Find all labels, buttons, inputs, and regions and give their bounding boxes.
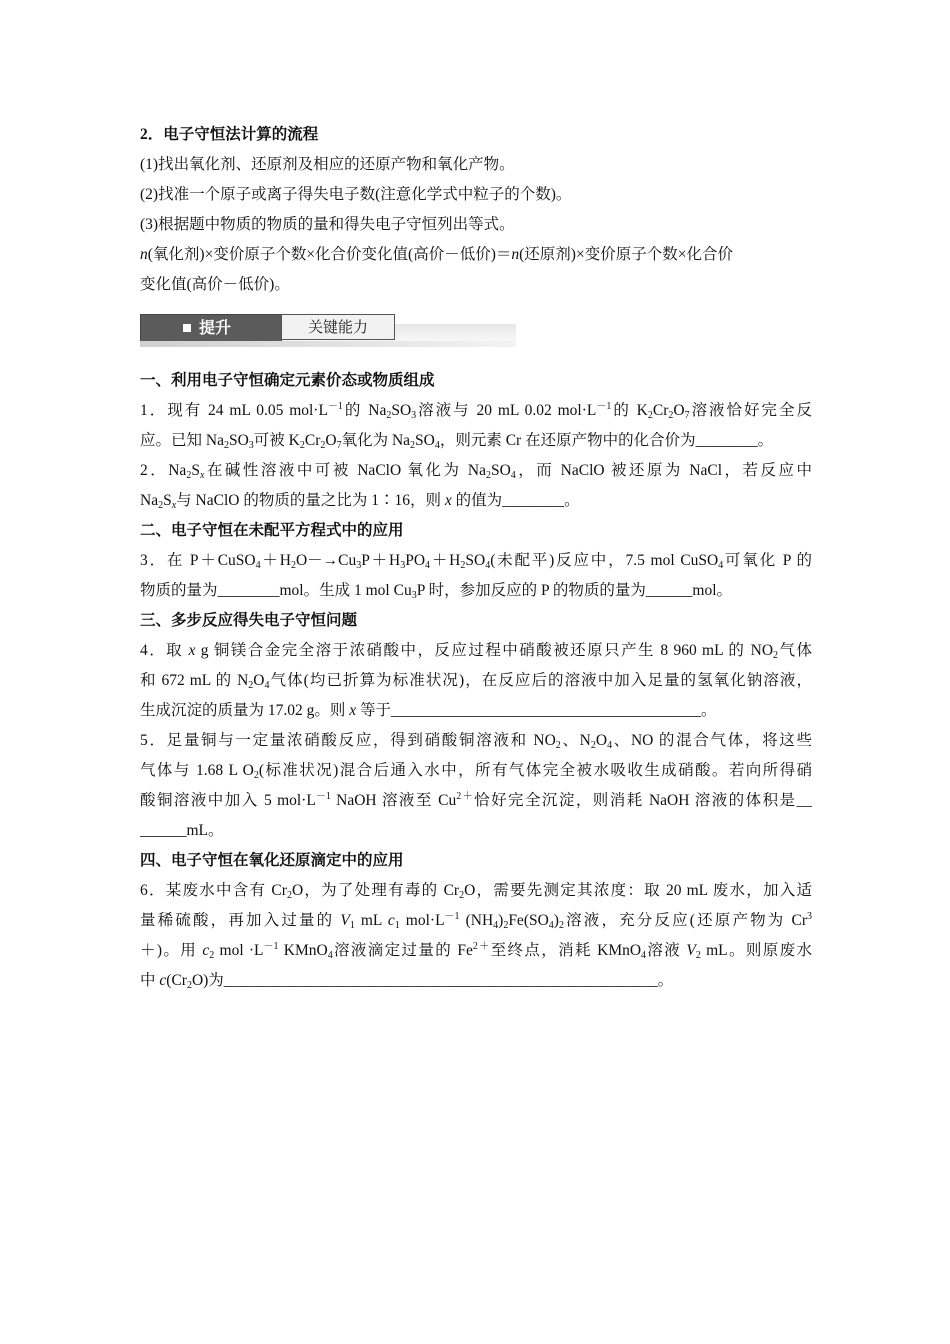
- banner-tab-light: [281, 314, 395, 340]
- question-4-line-1: 4．取 x g 铜镁合金完全溶于浓硝酸中，反应过程中硝酸被还原只产生 8 960 mL 的 $NO_2$气体: [140, 642, 812, 661]
- question-5-line-3: 酸铜溶液中加入 5 $mol\cdot L^{-1}$ NaOH 溶液至 $Cu^{2+}$恰好完全沉淀，则消耗 NaOH 溶液的体积是__: [140, 791, 812, 809]
- question-1-line-2: 应。已知 $Na_2SO_3$可被 $K_2Cr_2O_7$氧化为 $Na_2SO_4$，则元素 Cr 在还原产物中的化合价为________。: [140, 432, 774, 451]
- question-6-line-1: 6．某废水中含有 $Cr_2O$，为了处理有毒的 $Cr_2O$，需要先测定其浓度：取 20 mL 废水，加入适: [140, 882, 812, 901]
- banner-underline: [140, 341, 516, 347]
- section-heading: 2．电子守恒法计算的流程: [140, 126, 319, 143]
- part-heading-3: 三、多步反应得失电子守恒问题: [140, 612, 358, 629]
- banner-title: 提升: [199, 318, 232, 337]
- banner-subtitle: 关键能力: [307, 318, 368, 336]
- formula-line-1: n(氧化剂)×变价原子个数×化合价变化值(高价－低价)＝n(还原剂)×变价原子个数×化合价: [140, 246, 733, 263]
- banner-area: [140, 300, 812, 366]
- part-heading-4: 四、电子守恒在氧化还原滴定中的应用: [140, 852, 404, 869]
- square-bullet-icon: [183, 324, 191, 332]
- formula-line-2: 变化值(高价－低价)。: [140, 276, 290, 293]
- section-banner: [140, 314, 516, 350]
- question-6-line-3: ＋)。用 $c_2$ mol $\cdot L^{-1}$ KMnO$_4$溶液滴定过量的 $Fe^{2+}$至终点，消耗 KMnO$_4$溶液 $V_2$ mL。则原废水: [140, 941, 812, 961]
- part-heading-2: 二、电子守恒在未配平方程式中的应用: [140, 522, 404, 539]
- question-6-line-4: 中 $c(Cr_2O)$为________________________________________________________。: [140, 972, 674, 991]
- question-4-line-3: 生成沉淀的质量为 17.02 g。则 x 等于________________________________________。: [140, 702, 717, 719]
- part-heading-1: 一、利用电子守恒确定元素价态或物质组成: [140, 372, 435, 389]
- question-3-line-2: 物质的量为________mol。生成 1 mol $Cu_3P$ 时，参加反应的 P 的物质的量为______mol。: [140, 582, 733, 601]
- step-1: (1)找出氧化剂、还原剂及相应的还原产物和氧化产物。: [140, 156, 515, 173]
- question-5-line-4: ______mL。: [140, 822, 224, 839]
- question-2-line-2: $Na_2S_x$与 NaClO 的物质的量之比为 1∶16，则 x 的值为________。: [140, 492, 580, 511]
- question-5-line-2: 气体与 1.68 L $O_2$(标准状况)混合后通入水中，所有气体完全被水吸收生成硝酸。若向所得硝: [140, 762, 813, 781]
- question-2-line-1: 2．$Na_2S_x$在碱性溶液中可被 NaClO 氧化为 $Na_2SO_4$，而 NaClO 被还原为 NaCl，若反应中: [140, 462, 812, 481]
- question-1-line-1: 1．现有 24 mL 0.05 $mol\cdot L^{-1}$的 $Na_2SO_3$溶液与 20 mL 0.02 $mol\cdot L^{-1}$的 $K_2Cr_2O_7$溶液恰好完全反: [140, 401, 812, 421]
- banner-tab-dark: [140, 314, 282, 342]
- question-4-line-2: 和 672 mL 的 $N_2O_4$气体(均已折算为标准状况)，在反应后的溶液中加入足量的氢氧化钠溶液，: [140, 672, 812, 691]
- step-2: (2)找准一个原子或离子得失电子数(注意化学式中粒子的个数)。: [140, 186, 572, 203]
- document-content: [140, 120, 812, 996]
- step-3: (3)根据题中物质的物质的量和得失电子守恒列出等式。: [140, 216, 515, 233]
- question-5-line-1: 5．足量铜与一定量浓硝酸反应，得到硝酸铜溶液和 $NO_2$、$N_2O_4$、NO 的混合气体，将这些: [140, 732, 812, 751]
- question-6-line-2: 量稀硫酸，再加入过量的 $V_1$ mL $c_1$ $mol\cdot L^{-1}$ $(NH_4)_2Fe(SO_4)_2$溶液，充分反应(还原产物为 Cr$^3$: [140, 911, 812, 931]
- question-3-line-1: 3．在 $P+CuSO_4+H_2O-\to Cu_3P+H_3PO_4+H_2SO_4$(未配平)反应中，7.5 mol CuSO$_4$可氧化 P 的: [140, 552, 812, 571]
